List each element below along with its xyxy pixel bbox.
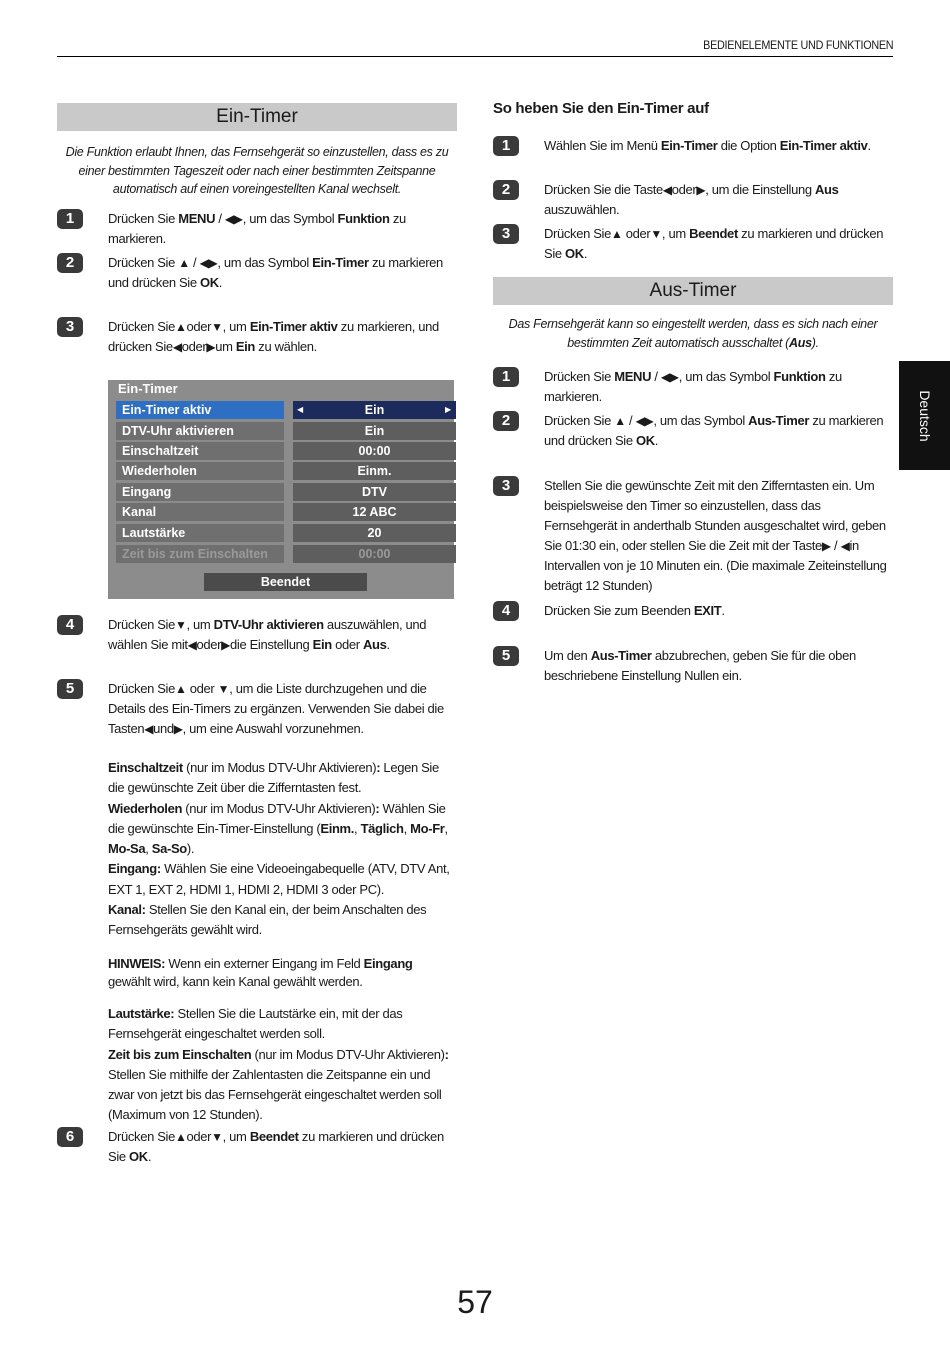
menu-row-lautstaerke[interactable]	[116, 524, 448, 542]
ein-timer-title: Ein-Timer	[57, 103, 457, 131]
language-tab	[899, 361, 950, 470]
step-number-badge: 4	[493, 601, 519, 621]
left-arrow-icon[interactable]: ◀	[297, 405, 304, 414]
step-text: Drücken Sie▲ oder ▼, um die Liste durchzugehen und die Details des Ein-Timers zu ergänzen. Verwenden Sie dabei die Tasten◀und▶, um eine Auswahl vorzunehmen.	[108, 681, 444, 736]
step-text: Wählen Sie im Menü Ein-Timer die Option Ein-Timer aktiv.	[544, 138, 871, 153]
cancel-heading: So heben Sie den Ein-Timer auf	[493, 100, 709, 117]
step-number-badge: 3	[57, 317, 83, 337]
menu-row-wiederholen[interactable]	[116, 462, 448, 480]
step-text: Drücken Sie MENU / ◀▶, um das Symbol Funktion zu markieren.	[544, 369, 842, 404]
aus-timer-section	[493, 277, 893, 697]
header-section-title: BEDIENELEMENTE UND FUNKTIONEN	[702, 38, 893, 52]
step-text: Drücken Sie ▲ / ◀▶, um das Symbol Aus-Timer zu markieren und drücken Sie OK.	[544, 413, 884, 448]
menu-row-kanal[interactable]	[116, 503, 448, 521]
step-number-badge: 2	[493, 411, 519, 431]
menu-row-value[interactable]: Einm.	[293, 462, 456, 480]
step-number-badge: 1	[493, 136, 519, 156]
menu-row-value[interactable]: DTV	[293, 483, 456, 501]
step-number-badge: 4	[57, 615, 83, 635]
menu-row-label: Einschaltzeit	[116, 442, 284, 460]
ein-timer-menu-screenshot	[108, 380, 454, 599]
menu-title: Ein-Timer	[118, 381, 178, 396]
setting-details-b: Lautstärke: Stellen Sie die Lautstärke ein, mit der das Fernsehgerät eingeschaltet werden soll. Zeit bis zum Einschalten (nur im Modus DTV-Uhr Aktivieren): Stellen Sie mithilfe der Zahlentasten die Zeitspanne ein und zwar von jetzt bis das Fernsehgerät eingeschaltet werden soll (Maximum von 12 Stunden).	[108, 1006, 449, 1123]
step-number-badge: 3	[493, 224, 519, 244]
menu-row-dtv-uhr-aktivieren[interactable]	[116, 422, 448, 440]
menu-row-value[interactable]: 12 ABC	[293, 503, 456, 521]
step-text: Drücken Sie MENU / ◀▶, um das Symbol Funktion zu markieren.	[108, 211, 406, 246]
menu-row-eingang[interactable]	[116, 483, 448, 501]
beendet-button[interactable]: Beendet	[204, 573, 367, 591]
step-text: Drücken Sie▲ oder▼, um Beendet zu markieren und drücken Sie OK.	[544, 226, 884, 261]
ein-timer-section	[57, 103, 457, 1163]
step-text: Drücken Sie zum Beenden EXIT.	[544, 603, 725, 618]
language-tab-label: Deutsch	[916, 389, 933, 442]
menu-row-zeit-bis-zum-einschalten	[116, 545, 448, 563]
menu-row-label: Wiederholen	[116, 462, 284, 480]
step-text: Drücken Sie die Taste◀oder▶, um die Einstellung Aus auszuwählen.	[544, 182, 839, 217]
step-number-badge: 3	[493, 476, 519, 496]
step-number-badge: 1	[493, 367, 519, 387]
menu-row-label: Lautstärke	[116, 524, 284, 542]
aus-timer-title: Aus-Timer	[493, 277, 893, 305]
menu-row-label: Kanal	[116, 503, 284, 521]
step-text: Drücken Sie▲oder▼, um Ein-Timer aktiv zu markieren, und drücken Sie◀oder▶um Ein zu wählen.	[108, 319, 439, 354]
menu-row-value: 00:00	[293, 545, 456, 563]
page-number: 57	[457, 1284, 493, 1320]
step-number-badge: 1	[57, 209, 83, 229]
step-text: Stellen Sie die gewünschte Zeit mit den Zifferntasten ein. Um beispielsweise den Timer so einzustellen, dass das Fernsehgerät in anderthalb Stunden ausgeschaltet wird, geben Sie 01:30 ein, oder stellen Sie die Zeit mit der Taste▶ / ◀in Intervallen von je 10 Minuten ein. (Die maximale Zeiteinstellung beträgt 12 Stunden)	[544, 478, 887, 593]
step-number-badge: 2	[493, 180, 519, 200]
aus-timer-intro: Das Fernsehgerät kann so eingestellt werden, dass es sich nach einer bestimmten Zeit automatisch ausschaltet (Aus).	[508, 317, 878, 350]
step-text: Um den Aus-Timer abzubrechen, geben Sie für die oben beschriebene Einstellung Nullen ein.	[544, 648, 856, 683]
menu-row-label: DTV-Uhr aktivieren	[116, 422, 284, 440]
step-text: Drücken Sie▼, um DTV-Uhr aktivieren auszuwählen, und wählen Sie mit◀oder▶die Einstellung Ein oder Aus.	[108, 617, 427, 652]
step-number-badge: 2	[57, 253, 83, 273]
menu-row-label: Ein-Timer aktiv	[116, 401, 284, 419]
right-arrow-icon[interactable]: ▶	[445, 405, 452, 414]
menu-row-value[interactable]: Ein	[293, 401, 456, 419]
menu-row-label: Zeit bis zum Einschalten	[116, 545, 284, 563]
setting-details-a: Einschaltzeit (nur im Modus DTV-Uhr Aktivieren): Legen Sie die gewünschte Zeit über die Zifferntasten fest. Wiederholen (nur im Modus DTV-Uhr Aktivieren): Wählen Sie die gewünschte Ein-Timer-Einstellung (Einm., Täglich, Mo-Fr, Mo-Sa, Sa-So). Eingang: Wählen Sie eine Videoeingabequelle (ATV, DTV Ant, EXT 1, EXT 2, HDMI 1, HDMI 2, HDMI 3 oder PC). Kanal: Stellen Sie den Kanal ein, der beim Anschalten des Fernsehgeräts gewählt wird.	[108, 760, 450, 938]
step-number-badge: 5	[57, 679, 83, 699]
hinweis-note: HINWEIS: Wenn ein externer Eingang im Feld Eingang gewählt wird, kann kein Kanal gewählt werden.	[108, 956, 413, 989]
menu-row-label: Eingang	[116, 483, 284, 501]
menu-row-einschaltzeit[interactable]	[116, 442, 448, 460]
cancel-section	[493, 100, 893, 260]
step-text: Drücken Sie▲oder▼, um Beendet zu markieren und drücken Sie OK.	[108, 1129, 444, 1164]
step-text: Drücken Sie ▲ / ◀▶, um das Symbol Ein-Timer zu markieren und drücken Sie OK.	[108, 255, 443, 290]
menu-row-value[interactable]: Ein	[293, 422, 456, 440]
menu-row-value[interactable]: 00:00	[293, 442, 456, 460]
menu-row-value[interactable]: 20	[293, 524, 456, 542]
step-number-badge: 5	[493, 646, 519, 666]
step-number-badge: 6	[57, 1127, 83, 1147]
ein-timer-intro: Die Funktion erlaubt Ihnen, das Fernsehgerät so einzustellen, dass es zu einer bestimmten Tageszeit oder nach einer bestimmten Zeitspanne automatisch auf einen voreingestellten Kanal wechselt.	[65, 145, 449, 196]
menu-row-ein-timer-aktiv[interactable]	[116, 401, 452, 419]
page-header	[57, 36, 893, 57]
